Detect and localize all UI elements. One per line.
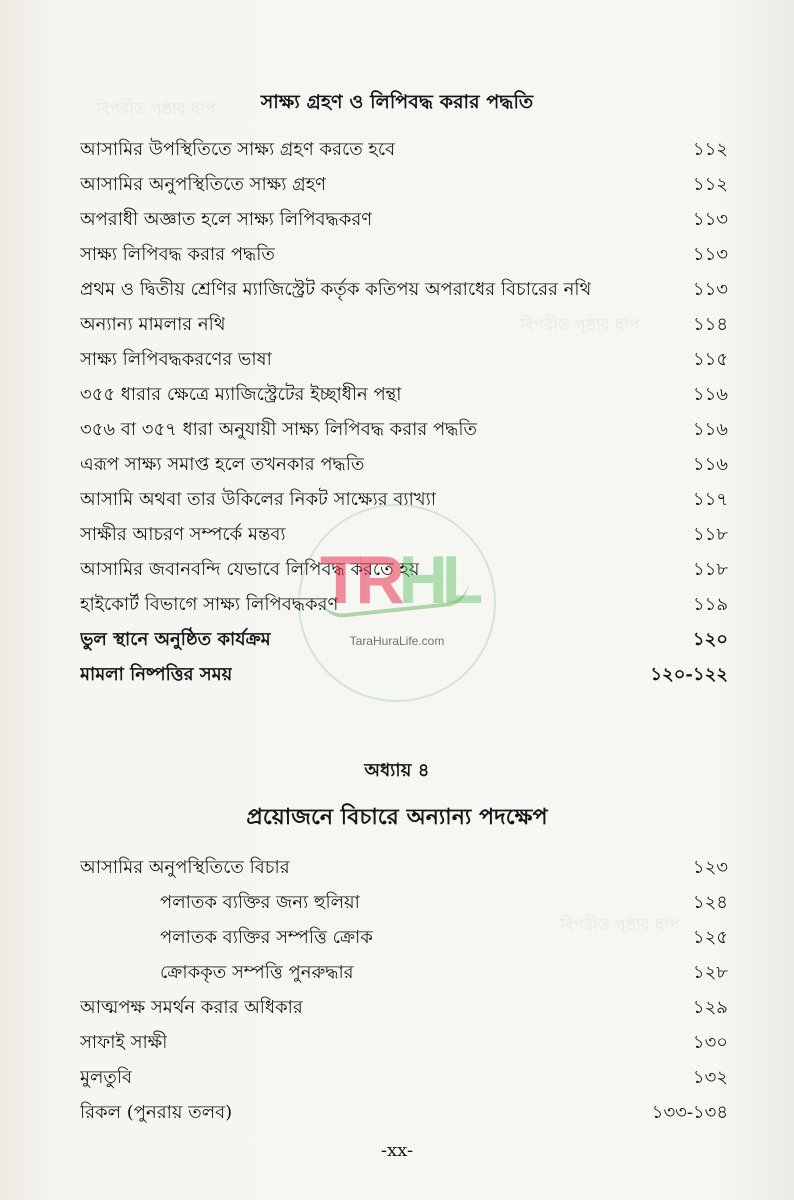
toc-entry-title: সাক্ষীর আচরণ সম্পর্কে মন্তব্য — [80, 524, 286, 545]
toc-entry — [0, 1095, 794, 1130]
toc-entry-page: ১২৪ — [692, 892, 728, 913]
toc-entry — [0, 552, 794, 587]
toc-entry-title: প্রথম ও দ্বিতীয় শ্রেণির ম্যাজিস্ট্রেট কর্তৃক কতিপয় অপরাধের বিচারের নথি — [80, 279, 592, 300]
toc-entry — [0, 1060, 794, 1095]
toc-entry-page: ১২০ — [692, 629, 728, 650]
toc-entry — [0, 447, 794, 482]
toc-entry-title: পলাতক ব্যক্তির সম্পত্তি ক্রোক — [160, 927, 373, 948]
toc-entry — [0, 517, 794, 552]
toc-entry — [0, 587, 794, 622]
toc-entry-title: হাইকোর্ট বিভাগে সাক্ষ্য লিপিবদ্ধকরণ — [80, 594, 339, 615]
toc-entry-title: আসামির উপস্থিতিতে সাক্ষ্য গ্রহণ করতে হবে — [80, 139, 396, 160]
toc-entry-title: রিকল (পুনরায় তলব) — [80, 1102, 233, 1123]
toc-entry — [0, 622, 794, 657]
toc-entry — [0, 482, 794, 517]
toc-entry-title: অপরাধী অজ্ঞাত হলে সাক্ষ্য লিপিবদ্ধকরণ — [80, 209, 373, 230]
toc-entry-title: পলাতক ব্যক্তির জন্য হুলিয়া — [160, 892, 360, 913]
toc-entry — [0, 1025, 794, 1060]
toc-entry-title: ৩৫৬ বা ৩৫৭ ধারা অনুযায়ী সাক্ষ্য লিপিবদ্ধ করার পদ্ধতি — [80, 419, 478, 440]
toc-subentry — [0, 955, 794, 990]
toc-entry-page: ১১৬ — [692, 419, 728, 440]
toc-entry — [0, 377, 794, 412]
toc-entry-page: ১১৯ — [692, 594, 728, 615]
toc-entry-page: ১১২ — [692, 174, 728, 195]
toc-entry — [0, 850, 794, 885]
toc-entry — [0, 307, 794, 342]
toc-entry-page: ১২০-১২২ — [650, 664, 728, 685]
toc-entry-title: আসামি অথবা তার উকিলের নিকট সাক্ষ্যের ব্যাখ্যা — [80, 489, 437, 510]
toc-entry — [0, 342, 794, 377]
toc-entry-title: ভুল স্থানে অনুষ্ঠিত কার্যক্রম — [80, 629, 271, 650]
toc-entry-title: আসামির জবানবন্দি যেভাবে লিপিবদ্ধ করতে হয় — [80, 559, 420, 580]
toc-entry-page: ১১৩ — [692, 279, 728, 300]
chapter-title: প্রয়োজনে বিচারে অন্যান্য পদক্ষেপ — [246, 804, 548, 830]
toc-entry-title: সাফাই সাক্ষী — [80, 1032, 168, 1053]
toc-entry-page: ১২৯ — [692, 997, 728, 1018]
toc-entry-page: ১১৮ — [692, 524, 728, 545]
toc-entry-page: ১১৮ — [692, 559, 728, 580]
chapter-label: অধ্যায় ৪ — [364, 760, 430, 781]
toc-entry — [0, 237, 794, 272]
toc-entry-page: ১২৮ — [692, 962, 728, 983]
watermark-site-text: TaraHuraLife.com — [349, 634, 445, 648]
toc-entry-page: ১১৩ — [692, 244, 728, 265]
toc-entry — [0, 272, 794, 307]
show-through-text: বিপরীত পৃষ্ঠার ছাপ — [560, 915, 680, 934]
toc-entry-title: আসামির অনুপস্থিতিতে বিচার — [80, 857, 290, 878]
toc-entry — [0, 202, 794, 237]
toc-entry-title: আত্মপক্ষ সমর্থন করার অধিকার — [80, 997, 303, 1018]
toc-entry-title: মামলা নিষ্পত্তির সময় — [80, 664, 233, 685]
toc-entry — [0, 132, 794, 167]
toc-entry-page: ১৩২ — [692, 1067, 728, 1088]
toc-entry — [0, 412, 794, 447]
toc-entry-page: ১১২ — [692, 139, 728, 160]
toc-entry-title: সাক্ষ্য লিপিবদ্ধ করার পদ্ধতি — [80, 244, 275, 265]
toc-entry-page: ১১৩ — [692, 209, 728, 230]
show-through-text: বিপরীত পৃষ্ঠার ছাপ — [520, 315, 640, 334]
toc-entry-title: আসামির অনুপস্থিতিতে সাক্ষ্য গ্রহণ — [80, 174, 327, 195]
show-through-text: বিপরীত পৃষ্ঠার ছাপ — [96, 99, 216, 118]
section-title: সাক্ষ্য গ্রহণ ও লিপিবদ্ধ করার পদ্ধতি — [260, 91, 534, 113]
toc-entry — [0, 990, 794, 1025]
toc-entry-page: ১২৫ — [692, 927, 728, 948]
toc-entry-page: ১১৫ — [692, 349, 728, 370]
toc-entry-page: ১১৬ — [692, 454, 728, 475]
toc-entry-title: ক্রোককৃত সম্পত্তি পুনরুদ্ধার — [160, 962, 354, 983]
toc-subentry — [0, 885, 794, 920]
toc-subentry — [0, 920, 794, 955]
toc-entry-page: ১১৭ — [692, 489, 728, 510]
toc-entry-page: ১১৬ — [692, 384, 728, 405]
toc-entry — [0, 167, 794, 202]
toc-entry-title: ৩৫৫ ধারার ক্ষেত্রে ম্যাজিস্ট্রেটের ইচ্ছাধীন পন্থা — [80, 384, 402, 405]
toc-entry — [0, 657, 794, 692]
toc-entry-page: ১৩৩-১৩৪ — [651, 1102, 728, 1123]
toc-entry-title: অন্যান্য মামলার নথি — [80, 314, 226, 335]
page-number: -xx- — [380, 1140, 414, 1161]
toc-section-2 — [0, 850, 794, 1130]
toc-section-1 — [0, 132, 794, 692]
toc-entry-page: ১২৩ — [692, 857, 728, 878]
toc-entry-title: মুলতুবি — [80, 1067, 133, 1088]
toc-entry-page: ১১৪ — [692, 314, 728, 335]
toc-entry-page: ১৩০ — [692, 1032, 728, 1053]
toc-entry-title: সাক্ষ্য লিপিবদ্ধকরণের ভাষা — [80, 349, 272, 370]
watermark-logo-mark: HL — [398, 542, 478, 618]
toc-entry-title: এরূপ সাক্ষ্য সমাপ্ত হলে তখনকার পদ্ধতি — [80, 454, 365, 475]
watermark-logo-mark: TR — [320, 542, 399, 618]
